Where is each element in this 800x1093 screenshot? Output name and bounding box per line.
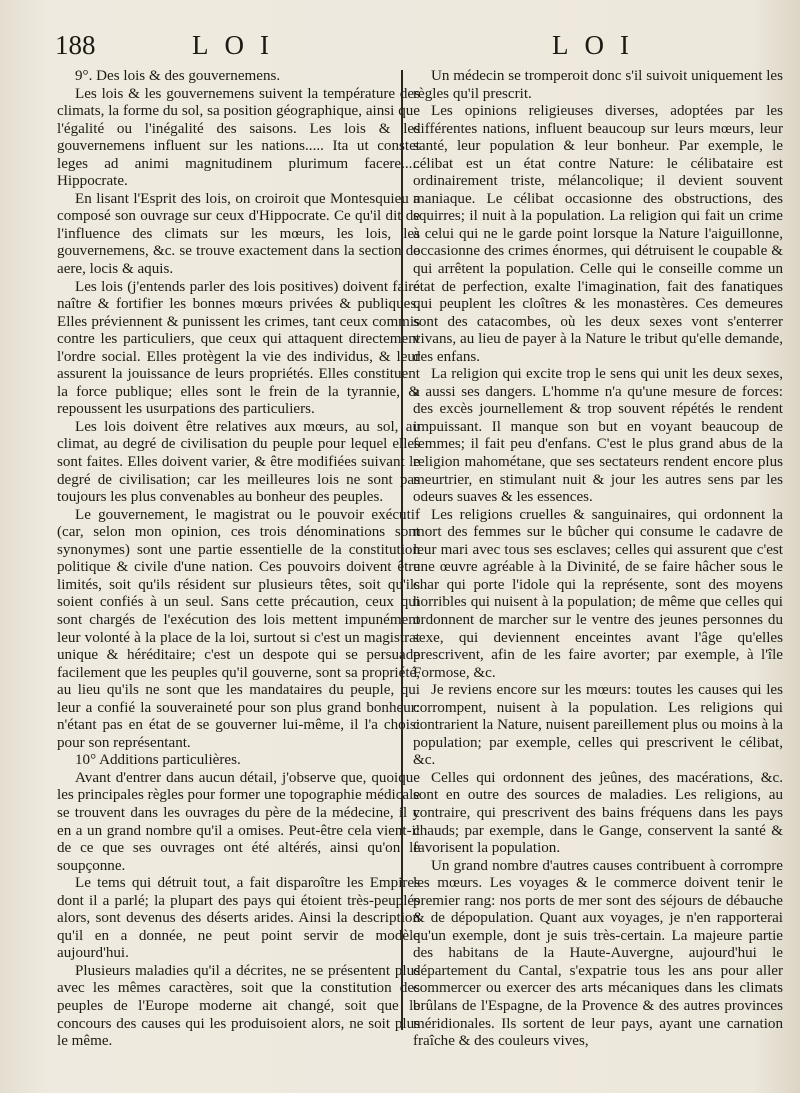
paragraph: Un grand nombre d'autres causes contribuent à corrompre les mœurs. Les voyages & le commerce doivent tenir le premier rang: nos ports de mer sont des séjours de débauche & de dépopulation. Quant aux voyages, je n'en rapporterai qu'un exemple, dont je suis très-certain. La majeure partie des habitans de la Haute-Auvergne, aujourd'hui le département du Cantal, s'expatrie tous les ans pour aller commercer ou exercer des arts mécaniques dans les climats brûlans de l'Espagne, de la Provence & des autres provinces méridionales. Ils sortent de leur pays, ayant une carnation fraîche & des couleurs vives, xyxy=(413,857,783,1050)
right-column xyxy=(413,68,783,1051)
page-number: 188 xyxy=(55,30,96,60)
section-heading: 10° Additions particulières. xyxy=(75,752,241,769)
paragraph: Le gouvernement, le magistrat ou le pouvoir exécutif (car, selon mon opinion, ces trois dénominations sont synonymes) sont une partie essentielle de la constitution politique & civile d'une nation. Ces pouvoirs doivent être limités, soit qu'ils résident sur plusieurs têtes, soit qu'ils soient confiés à un seul. Sans cette précaution, ceux qui sont chargés de l'exécution des lois mettent impunément leur volonté à la place de la loi, surtout si c'est un magistrat unique & héréditaire; c'est un despote qui se persuade facilement que les peuples qu'il gouverne, sont sa propriété, au lieu qu'ils ne sont que les mandataires du peuple, qui leur a confié la souveraineté pour son plus grand bonheur: n'étant pas en état de se gouverner lui-même, il l'a choisi pour son représentant. xyxy=(57,506,420,751)
running-head-left: LOI xyxy=(192,30,285,60)
paragraph: Celles qui ordonnent des jeûnes, des macérations, &c. sont en outre des sources de maladies. Les religions, au contraire, qui prescrivent des bains fréquens dans les pays chauds; par exemple, dans le Gange, conservent la santé & favorisent la population. xyxy=(413,769,783,857)
paragraph: Les lois & les gouvernemens suivent la température des climats, la forme du sol, sa position géographique, ainsi que l'égalité ou l'inégalité des saisons. Les lois & les gouvernemens influent sur les nations..... Ita ut constet leges ad animi magnitudinem plurimum facere..... Hippocrate. xyxy=(57,85,420,190)
paragraph: En lisant l'Esprit des lois, on croiroit que Montesquieu a composé son ouvrage sur ceux d'Hippocrate. Ce qu'il dit de l'influence des climats sur les mœurs, les lois, les gouvernemens, &c. se trouve exactement dans la section de aere, locis & aquis. xyxy=(57,190,420,278)
paragraph: Je reviens encore sur les mœurs: toutes les causes qui les corrompent, nuisent à la population. Les religions qui contrarient la Nature, nuisent pareillement plus ou moins à la population; par exemple, celles qui prescrivent le célibat, &c. xyxy=(413,682,783,769)
paragraph: Le tems qui détruit tout, a fait disparoître les Empires dont il a parlé; la plupart des pays qui étoient très-peuplés alors, sont devenus des déserts arides. Ainsi la description qu'il en a donnée, ne peut point servir de modèle aujourd'hui. xyxy=(57,875,420,962)
running-head-right: LOI xyxy=(552,30,645,60)
paragraph: Les religions cruelles & sanguinaires, qui ordonnent la mort des femmes sur le bûcher qui consume le cadavre de leur mari avec tous ses esclaves; celles qui assurent que c'est une œuvre agréable à la Divinité, de se faire hâcher sous le char qui porte l'idole qui la représente, sont des moyens horribles qui nuisent à la population; de même que celles qui ordonnent de marcher sur le ventre des jeunes personnes du sexe, qui deviennent enceintes avant l'âge qu'elles prescrivent, afin de les faire avorter; par exemple, à l'île Formose, &c. xyxy=(413,506,783,681)
paragraph: Les lois (j'entends parler des lois positives) doivent faire naître & fortifier les bonnes mœurs privées & publiques. Elles préviennent & punissent les crimes, tant ceux commis contre les particuliers, que ceux qui attaquent directement l'ordre social. Elles protègent la vie des individus, & leur assurent la jouissance de leurs propriétés. Elles constituent la force publique; elles sont le frein de la tyrannie, & repoussent les usurpations des particuliers. xyxy=(57,278,420,418)
section-heading: 9°. Des lois & des gouvernemens. xyxy=(75,68,281,84)
paragraph: Les opinions religieuses diverses, adoptées par les différentes nations, influent beaucoup sur leurs mœurs, leur santé, leur population & leur bonheur. Par exemple, le célibat est un état contre Nature: le célibataire est ordinairement triste, mélancolique; il devient souvent maniaque. Le célibat occasionne des obstructions, des squirres; il nuit à la population. La religion qui fait un crime à celui qui ne le garde point lorsque la Nature l'aiguillonne, occasionne des crimes énormes, qui détruisent le coupable & qui arrêtent la population. Celle qui le conseille comme un état de perfection, exalte l'imagination, fait des fanatiques qui peuplent les cloîtres & les monastères. Ces demeures sont des catacombes, où les deux sexes vont s'enterrer vivans, au lieu de payer à la Nature le tribut qu'elle demande, des enfans. xyxy=(413,103,783,365)
paragraph: La religion qui excite trop le sens qui unit les deux sexes, a aussi ses dangers. L'homme n'a qu'une mesure de forces: des excès journellement & trop souvent répétés le rendent impuissant. Il manque son but en voyant beaucoup de femmes; il fait peu d'enfans. C'est le plus grand abus de la religion mahométane, que ses sectateurs rendent encore plus meurtrier, en stimulant nuit & jour les autres sens par les odeurs suaves & les essences. xyxy=(413,366,783,506)
paragraph: Avant d'entrer dans aucun détail, j'observe que, quoique les principales règles pour former une topographie médicale se trouvent dans les ouvrages du père de la médecine, il y en a un grand nombre qu'il a omises. Peut-être cela vient-il de ce que ses ouvrages ont été altérés, ainsi qu'on le soupçonne. xyxy=(57,769,420,874)
paragraph: Plusieurs maladies qu'il a décrites, ne se présentent plus avec les mêmes caractères, soit que la constitution des peuples de l'Europe moderne ait changé, soit que le concours des causes qui les produisoient alors, ne soit plus le même. xyxy=(57,962,420,1050)
left-column xyxy=(57,68,420,1051)
paragraph: Les lois doivent être relatives aux mœurs, au sol, au climat, au degré de civilisation du peuple pour lequel elles sont faites. Elles doivent varier, & être modifiées suivant le degré de civilisation; car les meilleures lois ne sont pas toujours les plus convenables au bonheur des peuples. xyxy=(57,418,420,506)
paragraph: Un médecin se tromperoit donc s'il suivoit uniquement les règles qu'il prescrit. xyxy=(413,68,783,102)
